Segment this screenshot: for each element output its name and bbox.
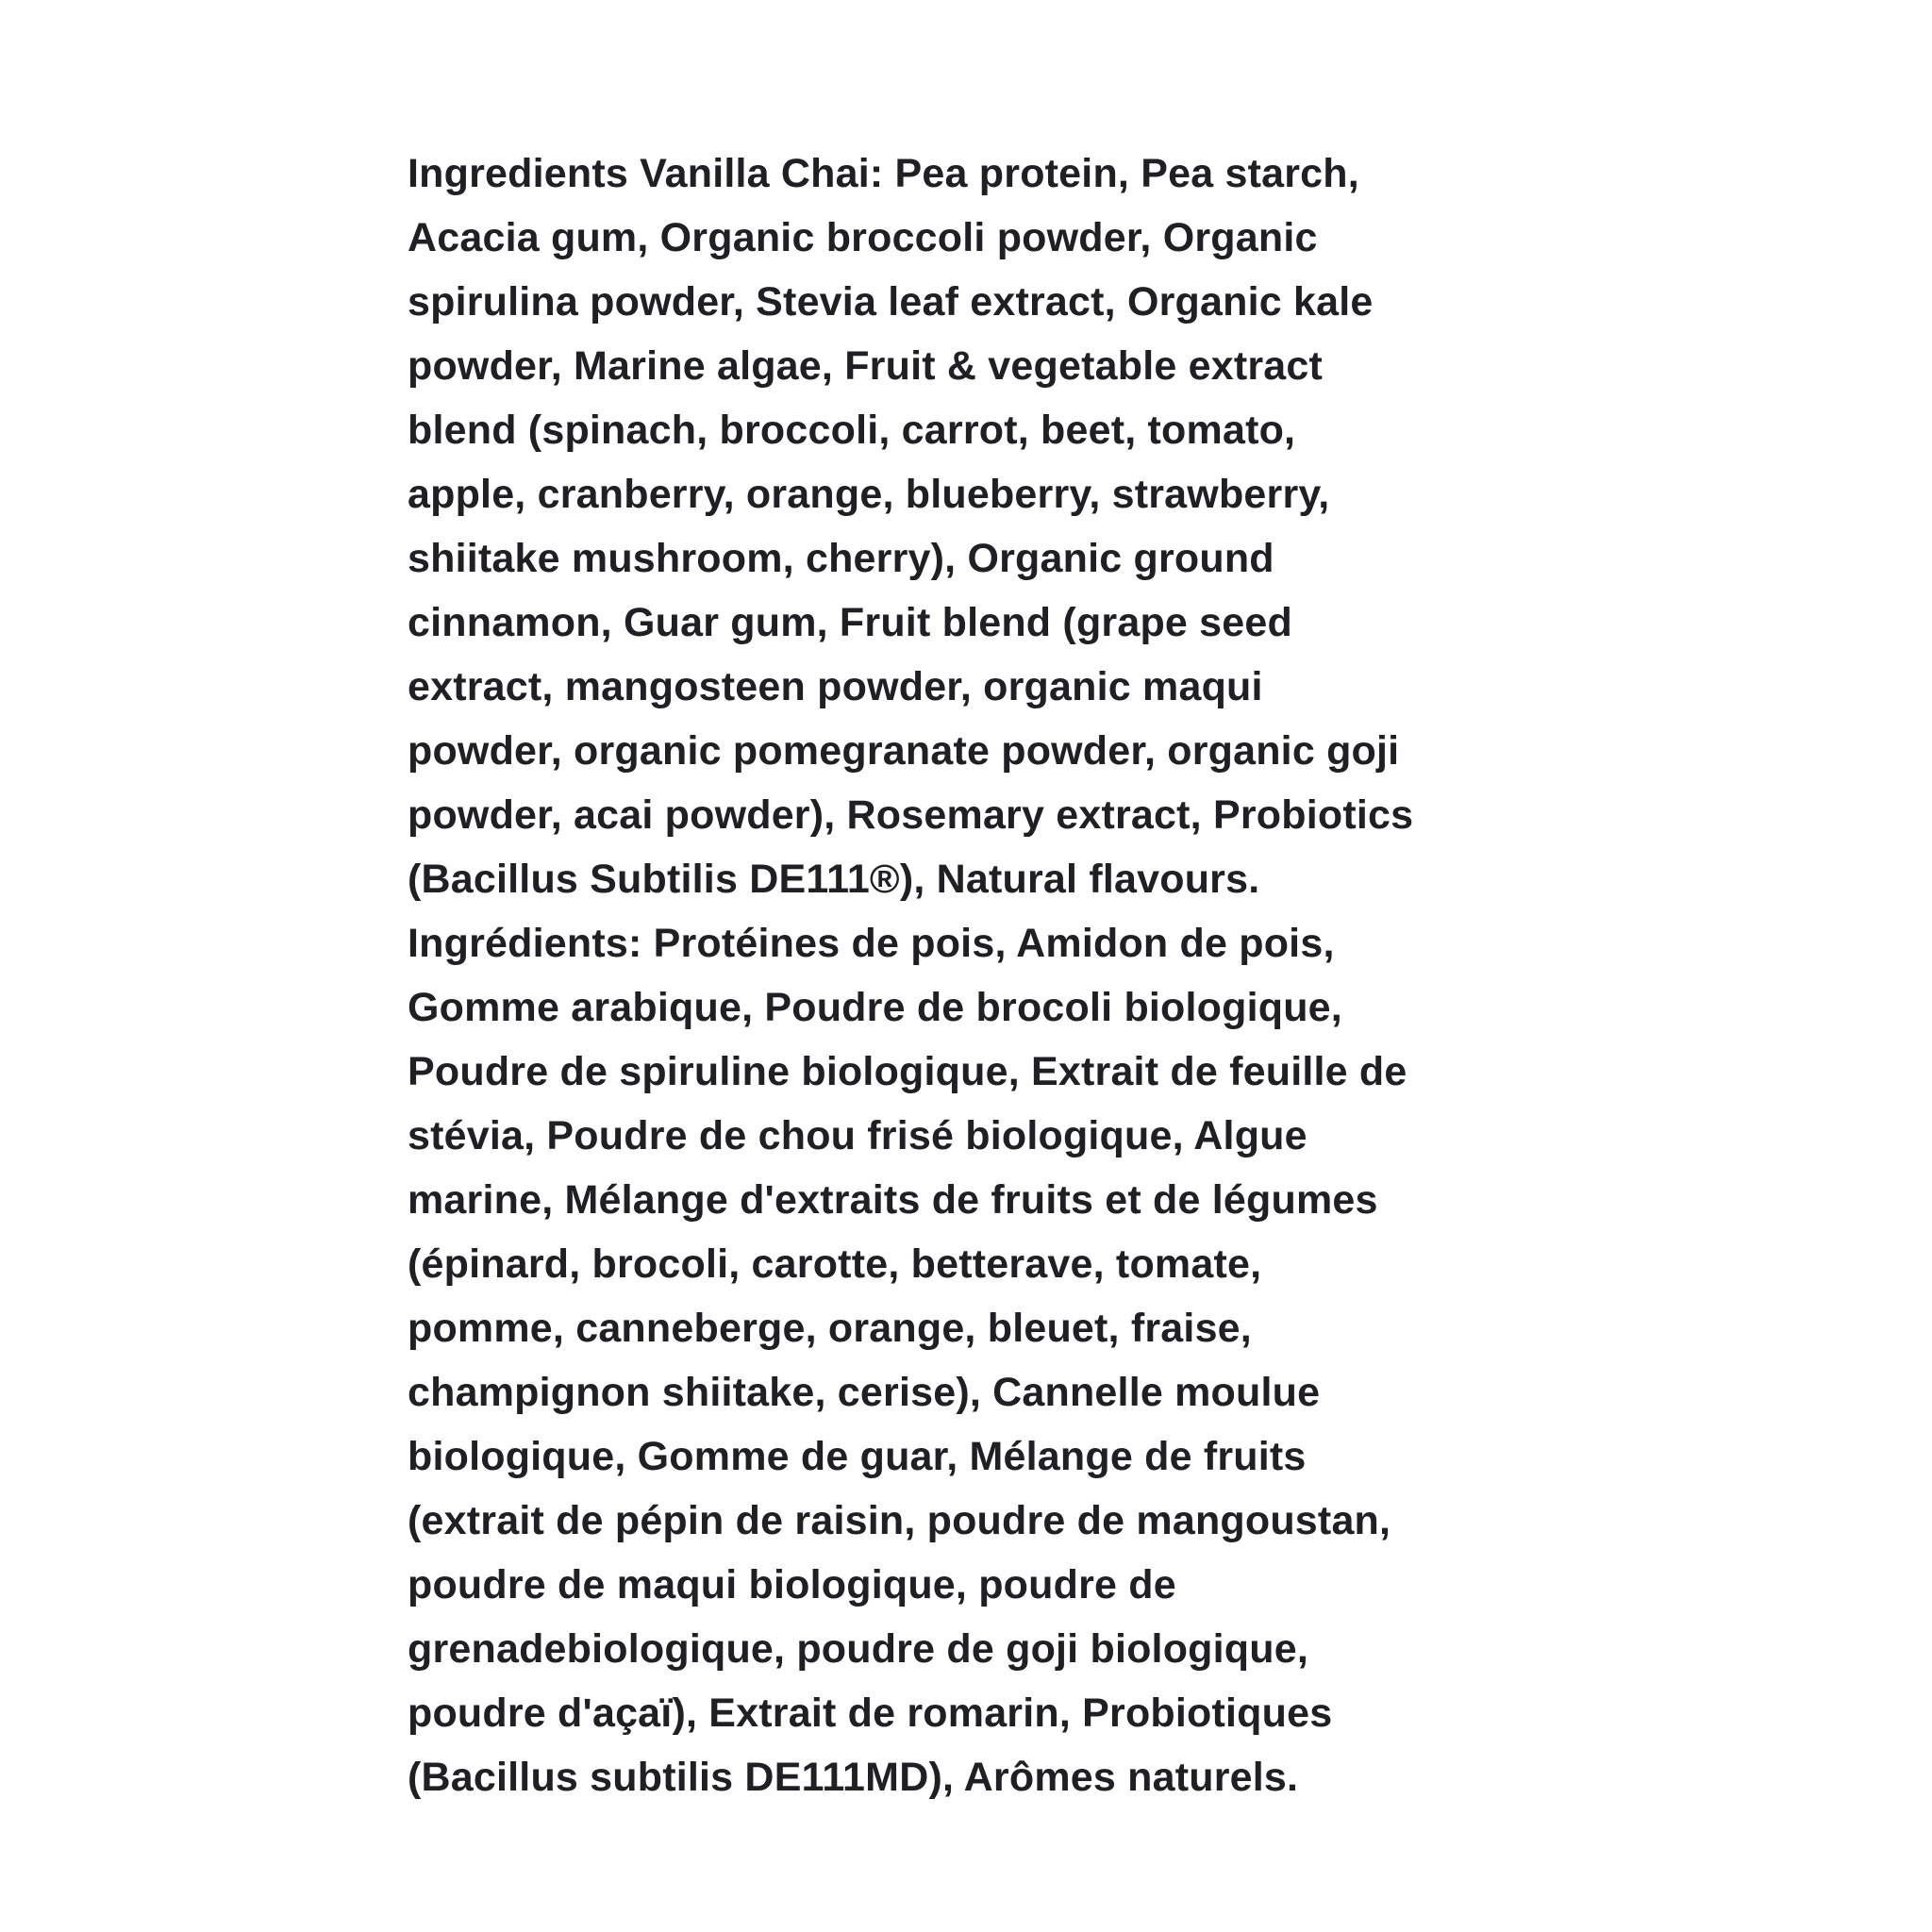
ingredients-line: (Bacillus subtilis DE111MD), Arômes naturels. bbox=[408, 1755, 1299, 1800]
ingredients-line: powder, acai powder), Rosemary extract, Probiotics bbox=[408, 792, 1414, 838]
ingredients-line: poudre d'açaï), Extrait de romarin, Probiotiques bbox=[408, 1690, 1333, 1736]
ingredients-line: (extrait de pépin de raisin, poudre de mangoustan, bbox=[408, 1498, 1391, 1543]
ingredients-line: Acacia gum, Organic broccoli powder, Organic bbox=[408, 215, 1318, 260]
ingredients-line: stévia, Poudre de chou frisé biologique, Algue bbox=[408, 1113, 1307, 1158]
ingredients-line: poudre de maqui biologique, poudre de bbox=[408, 1562, 1176, 1607]
ingredients-line: grenadebiologique, poudre de goji biologique, bbox=[408, 1626, 1308, 1672]
ingredients-line: powder, Marine algae, Fruit & vegetable extract bbox=[408, 343, 1324, 389]
ingredients-line: (épinard, brocoli, carotte, betterave, tomate, bbox=[408, 1241, 1262, 1287]
ingredients-line: powder, organic pomegranate powder, organic goji bbox=[408, 728, 1400, 774]
ingredients-line: apple, cranberry, orange, blueberry, strawberry, bbox=[408, 472, 1330, 517]
ingredients-line: (Bacillus Subtilis DE111®), Natural flavours. bbox=[408, 857, 1260, 902]
ingredients-line: spirulina powder, Stevia leaf extract, Organic kale bbox=[408, 279, 1374, 325]
ingredients-line: Poudre de spiruline biologique, Extrait de feuille de bbox=[408, 1049, 1407, 1094]
ingredients-line: extract, mangosteen powder, organic maqui bbox=[408, 664, 1263, 709]
ingredients-line: Ingrédients: Protéines de pois, Amidon de pois, bbox=[408, 921, 1335, 966]
ingredients-line: cinnamon, Guar gum, Fruit blend (grape seed bbox=[408, 600, 1292, 645]
ingredients-line: shiitake mushroom, cherry), Organic ground bbox=[408, 536, 1274, 581]
ingredients-line: Gomme arabique, Poudre de brocoli biologique, bbox=[408, 985, 1342, 1030]
ingredients-text-block bbox=[408, 142, 1521, 1809]
ingredients-line: marine, Mélange d'extraits de fruits et de légumes bbox=[408, 1177, 1378, 1223]
ingredients-line: Ingredients Vanilla Chai: Pea protein, Pea starch, bbox=[408, 151, 1359, 196]
ingredients-line: blend (spinach, broccoli, carrot, beet, tomato, bbox=[408, 408, 1296, 453]
ingredients-line: biologique, Gomme de guar, Mélange de fruits bbox=[408, 1434, 1307, 1479]
ingredients-line: pomme, canneberge, orange, bleuet, fraise, bbox=[408, 1306, 1252, 1351]
ingredients-line: champignon shiitake, cerise), Cannelle moulue bbox=[408, 1370, 1321, 1415]
